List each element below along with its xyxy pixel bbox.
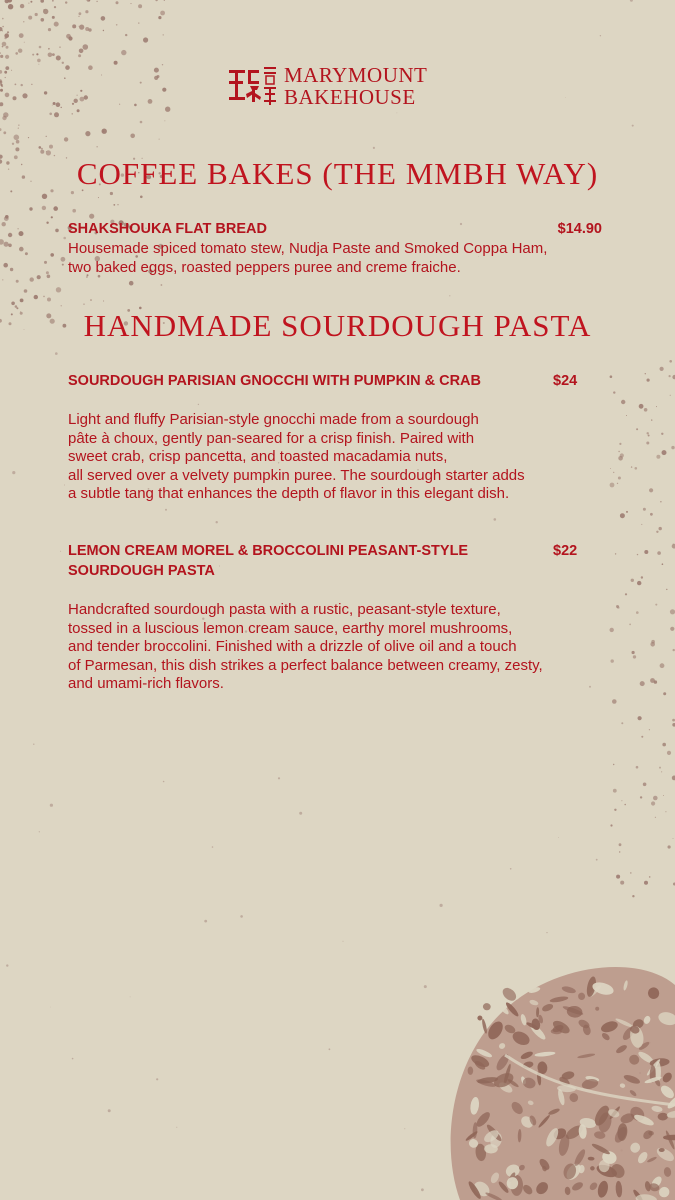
item-desc-gnocchi: Light and fluffy Parisian-style gnocchi made from a sourdough pâte à choux, gently pan-seared for a crisp finish. Paired with sweet crab, crisp pancetta, and toasted macadamia nuts, all served over a velvety pumpkin puree. The sourdough starter adds a subtle tang that enhances the depth of flavor in this elegant dish. — [68, 411, 525, 502]
item-price-shakshouka: $14.90 — [557, 221, 602, 237]
item-name-shakshouka: SHAKSHOUKA FLAT BREAD — [68, 221, 267, 237]
item-name-gnocchi: SOURDOUGH PARISIAN GNOCCHI WITH PUMPKIN & CRAB — [68, 373, 481, 389]
section-title-coffee-bakes: COFFEE BAKES (THE MMBH WAY) — [76, 156, 599, 191]
brand-name-line2: BAKEHOUSE — [284, 85, 416, 109]
item-price-gnocchi: $24 — [553, 373, 578, 389]
item-desc-lemon-cream-pasta: Handcrafted sourdough pasta with a rustic, peasant-style texture, tossed in a luscious lemon cream sauce, earthy morel mushrooms, and tender broccolini. Finished with a drizzle of olive oil and a touch of Parmesan, this dish strikes a perfect balance between creamy, zesty, and umami-rich flavors. — [68, 601, 543, 692]
chinese-seal-icon — [228, 66, 278, 108]
section-title-sourdough-pasta: HANDMADE SOURDOUGH PASTA — [83, 308, 592, 343]
item-desc-shakshouka: Housemade spiced tomato stew, Nudja Paste and Smoked Coppa Ham, two baked eggs, roasted peppers puree and creme fraiche. — [68, 240, 548, 276]
item-name-lemon-cream-pasta: LEMON CREAM MOREL & BROCCOLINI PEASANT-STYLE SOURDOUGH PASTA — [68, 543, 469, 579]
brand-logo — [228, 64, 458, 112]
brand-name-line1: MARYMOUNT — [284, 63, 428, 87]
item-price-lemon-cream-pasta: $22 — [553, 543, 578, 559]
sourdough-loaf-illustration — [420, 945, 675, 1200]
